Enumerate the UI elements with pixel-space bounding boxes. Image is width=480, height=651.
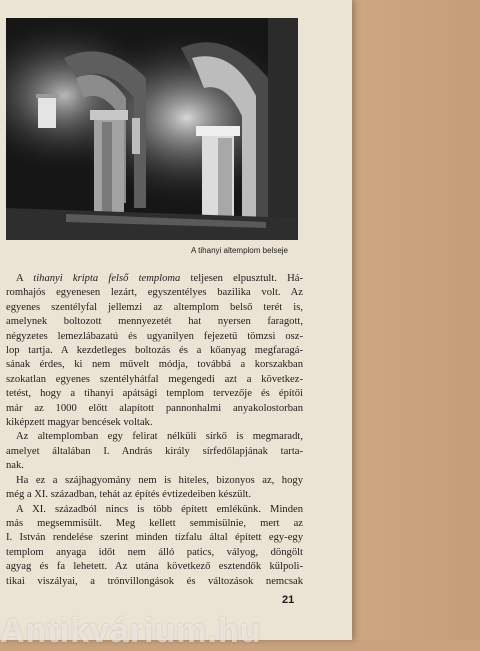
text-line (6, 560, 303, 574)
crypt-interior-photo (6, 18, 298, 240)
text-line (6, 503, 303, 517)
text-line (6, 416, 303, 430)
text-segment: teljesen elpusztult. Há- (180, 273, 303, 284)
text-line (6, 358, 303, 372)
photo-caption: A tihanyi altemplom belseje (191, 246, 288, 255)
text-segment: Az altemplomban egy felirat nélküli sírkő is megmaradt, (16, 431, 303, 443)
body-text (6, 272, 303, 589)
text-line (6, 373, 303, 387)
text-segment: romhajós egyenesen lezárt, egyszentélyes bazilika volt. Az (6, 287, 303, 299)
watermark-logo: Antikvárium.hu (0, 612, 262, 650)
text-line (6, 488, 303, 502)
text-line (6, 344, 303, 358)
text-segment: sának érdes, ki nem művelt módja, továbbá a korszakban (6, 359, 303, 371)
text-line (6, 387, 303, 401)
text-segment: A (16, 273, 34, 284)
text-line (6, 315, 303, 329)
text-line (6, 459, 303, 473)
page-number: 21 (282, 594, 295, 606)
text-segment: egyenes szentélyfal jellemzi az altemplom belső terét is, (6, 301, 303, 313)
text-segment: nak. (6, 460, 24, 472)
text-line (6, 531, 303, 545)
text-segment: agyag és fa lehetett. Az utána következő esztendők külpoli- (6, 561, 303, 573)
text-line (6, 430, 303, 444)
text-line (6, 517, 303, 531)
text-segment: A XI. századból nincs is több épített emlékünk. Minden (16, 503, 303, 515)
text-line (6, 402, 303, 416)
text-line (6, 286, 303, 300)
text-segment: tetést, hogy a tihanyi apátsági templom tervezője és építői (6, 388, 303, 400)
text-line (6, 330, 303, 344)
text-segment: templom anyaga időt nem álló patics, vályog, döngölt (6, 546, 303, 558)
text-line (6, 301, 303, 315)
text-segment: szokatlan egyenes szentélyhátfal megengedi azt a következ- (6, 373, 303, 385)
text-segment: amelyet általában I. András király sírfedőlapjának tarta- (6, 445, 303, 457)
crypt-photo-image (6, 18, 298, 240)
text-segment: négyzetes lemezlábazatú és ugyanilyen fejezetű tömzsi osz- (6, 330, 303, 342)
text-line (6, 272, 303, 286)
text-segment: tikai viszályai, a trónvillongások és változások nemcsak (6, 575, 303, 587)
text-line (6, 445, 303, 459)
text-segment: kiképzett magyar bencések voltak. (6, 417, 153, 429)
text-segment: még a XI. században, tehát az építés évtizedeiben készült. (6, 489, 252, 501)
italic-phrase: tihanyi kripta felső temploma (33, 273, 181, 284)
text-line (6, 546, 303, 560)
text-segment: I. István rendelése szerint minden tízfalu által épített egy-egy (6, 532, 303, 544)
text-segment: lop tartja. A kezdetleges boltozás és a kőanyag megfaragá- (6, 345, 303, 357)
text-segment: már az 1000 előtt alapított pannonhalmi anyakolostorban (6, 402, 303, 414)
text-line (6, 474, 303, 488)
text-segment: Ha ez a szájhagyomány nem is hiteles, bizonyos az, hogy (16, 474, 303, 486)
text-segment: amelynek boltozott mennyezetét hat nyersen faragott, (6, 316, 303, 328)
text-line (6, 575, 303, 589)
text-segment: más megsemmisült. Meg kellett semmisülnie, mert az (6, 517, 303, 529)
